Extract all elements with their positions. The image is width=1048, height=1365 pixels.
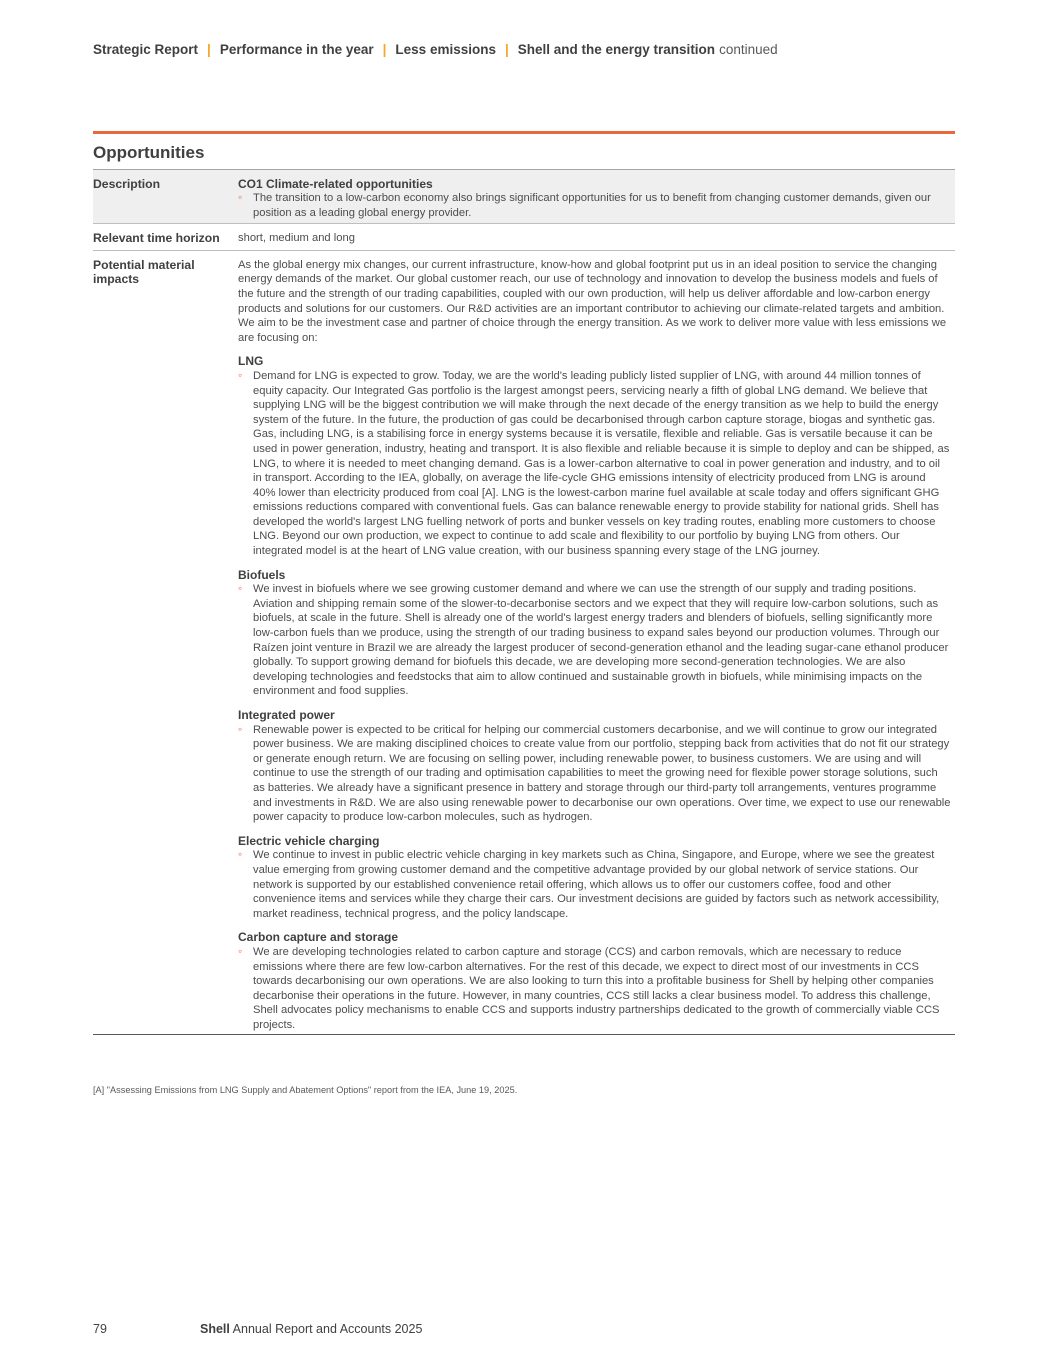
breadcrumb-separator: | [207, 42, 211, 57]
breadcrumb-item[interactable]: Strategic Report [93, 42, 199, 57]
footer-title [200, 1322, 422, 1336]
impacts-row [93, 251, 955, 1036]
footnote: [A] "Assessing Emissions from LNG Supply and Abatement Options" report from the IEA, June 19, 2025. [93, 1085, 518, 1095]
section-biofuels [238, 568, 951, 699]
breadcrumb-item[interactable]: Less emissions [395, 42, 496, 57]
opportunity-code-title: CO1 Climate-related opportunities [238, 177, 433, 191]
time-horizon-value: short, medium and long [238, 232, 355, 245]
section-integrated-power [238, 708, 951, 825]
impacts-body [238, 251, 955, 1035]
breadcrumb-continued: continued [719, 42, 778, 57]
opportunities-table [93, 131, 955, 1035]
description-row [93, 170, 955, 224]
footer-brand: Shell [200, 1322, 230, 1336]
page-number: 79 [93, 1322, 107, 1336]
description-label: Description [93, 177, 161, 191]
section-title: LNG [238, 354, 264, 369]
section-text: ◦ We are developing technologies related to carbon capture and storage (CCS) and carbon removals, which are necessary to reduce emissions where there are few low-carbon alternatives. For the rest of this decade, we expect to direct most of our investments in CCS towards decarbonising our own operations. We are also looking to turn this into a profitable business for Shell by helping other companies decarbonise their operations in the future. However, in many countries, CCS still lacks a clear business model. To address this challenge, Shell advocates policy mechanisms to enable CCS and supports industry partnerships dedicated to the growth of commercially viable CCS projects. [238, 945, 951, 1033]
section-lng [238, 354, 951, 558]
section-title: Biofuels [238, 567, 286, 582]
section-ccs [238, 930, 951, 1032]
time-horizon-label: Relevant time horizon [93, 231, 220, 246]
section-text: ◦ We invest in biofuels where we see growing customer demand and where we can use the strength of our supply and trading positions. Aviation and shipping remain some of the slower-to-decarbonise sectors and we expect that they will require low-carbon solutions, such as biofuels, at scale in the future. Shell is already one of the world's largest energy traders and blenders of biofuels, selling significantly more low-carbon fuels than we produce, using the strength of our trading business to expand sales beyond our production volumes. Through our Raízen joint venture in Brazil we are already the largest producer of second-generation ethanol and the leading sugar-cane ethanol producer globally. To support growing demand for biofuels this decade, we are developing more second-generation technologies. We are also developing technologies and feedstocks that aim to allow continued and sustainable growth in biofuels, while minimising impacts on the environment and food supplies. [238, 582, 951, 699]
section-ev-charging [238, 834, 951, 922]
description-text: ◦ The transition to a low-carbon economy also brings significant opportunities for us to benefit from changing customer demands, given our position as a leading global energy provider. [238, 191, 951, 220]
section-text: ◦ We continue to invest in public electric vehicle charging in key markets such as China, Singapore, and Europe, where we see the greatest value emerging from growing customer demand and the competitive advantage provided by our global network of service stations. Our network is supported by our established convenience retail offering, which allows us to offer our customers coffee, food and other convenience items and services while they charge their cars. Our investment decisions are guided by factors such as network accessibility, market readiness, technical progress, and the policy landscape. [238, 848, 951, 921]
table-title: Opportunities [93, 134, 955, 170]
section-title: Integrated power [238, 708, 335, 722]
breadcrumb-item[interactable]: Performance in the year [219, 42, 374, 57]
section-title: Electric vehicle charging [238, 833, 380, 848]
impacts-intro: As the global energy mix changes, our current infrastructure, know-how and global footprint put us in an ideal position to service the changing energy demands of the market. Our global customer reach, our use of technology and innovation to develop the business models and fuels of the future and the strength of our trading capabilities, coupled with our own production, will help us deliver affordable and low-carbon energy products and solutions for our customers. Our R&D activities are an important contributor to achieving our climate-related targets and ambition. We aim to be the investment case and partner of choice through the energy transition. As we work to deliver more value with less emissions we are focusing on: [238, 258, 947, 344]
impacts-label: Potential material impacts [93, 257, 195, 286]
breadcrumb [93, 42, 778, 57]
section-text: ◦ Renewable power is expected to be critical for helping our commercial customers decarbonise, and we will continue to grow our integrated power business. We are making disciplined choices to create value from our portfolio, stepping back from activities that do not fit our strategy or generate enough return. We are focusing on selling power, including renewable power, to business customers. We are using and will continue to use the strength of our trading and optimisation capabilities to meet the growing need for flexible power storage solutions, such as batteries. We already have a significant presence in battery and storage through our third-party toll arrangements, ventures programme and investments in R&D. We are also using renewable power to decarbonise our own operations. Over time, we expect to use our renewable power capacity to produce low-carbon molecules, such as hydrogen. [238, 723, 951, 825]
breadcrumb-separator: | [382, 42, 387, 57]
time-horizon-row [93, 224, 955, 251]
section-text: ◦ Demand for LNG is expected to grow. Today, we are the world's leading publicly listed supplier of LNG, with around 44 million tonnes of equity capacity. Our Integrated Gas portfolio is the largest amongst peers, servicing nearly a fifth of global LNG demand. We believe that supplying LNG will be the biggest contribution we will make through the next decade of the energy transition as we help to build the energy system of the future. In the future, the production of gas could be decarbonised through carbon capture storage, biogas and synthetic gas. Gas, including LNG, is a stabilising force in energy systems because it is versatile, flexible and reliable. Gas is versatile because it can be used in power generation, industry, heating and transport. It is also flexible and reliable because it is simple to deploy and can be shipped, as LNG, to where it is needed to meet changing demand. Gas is a lower-carbon alternative to coal in power generation and industry, and to oil in transport. According to the IEA, globally, on average the life-cycle GHG emissions intensity of electricity produced from LNG is around 40% lower than electricity produced from coal [A]. LNG is the lowest-carbon marine fuel available at scale today and offers significant GHG emissions reductions compared with conventional fuels. Gas can balance renewable energy to provide stability for national grids. Shell has developed the world's largest LNG fuelling network of ports and bunker vessels on key trading routes, enabling more customers to choose LNG. Beyond our own production, we expect to continue to add scale and flexibility to our portfolio by buying LNG from others. Our integrated model is at the heart of LNG value creation, with our business spanning every stage of the LNG journey. [238, 369, 951, 559]
footer-report-title: Annual Report and Accounts 2025 [232, 1322, 423, 1336]
breadcrumb-separator: | [504, 42, 509, 57]
section-title: Carbon capture and storage [238, 930, 399, 945]
description-body [238, 170, 955, 223]
breadcrumb-item[interactable]: Shell and the energy transition [517, 42, 716, 57]
